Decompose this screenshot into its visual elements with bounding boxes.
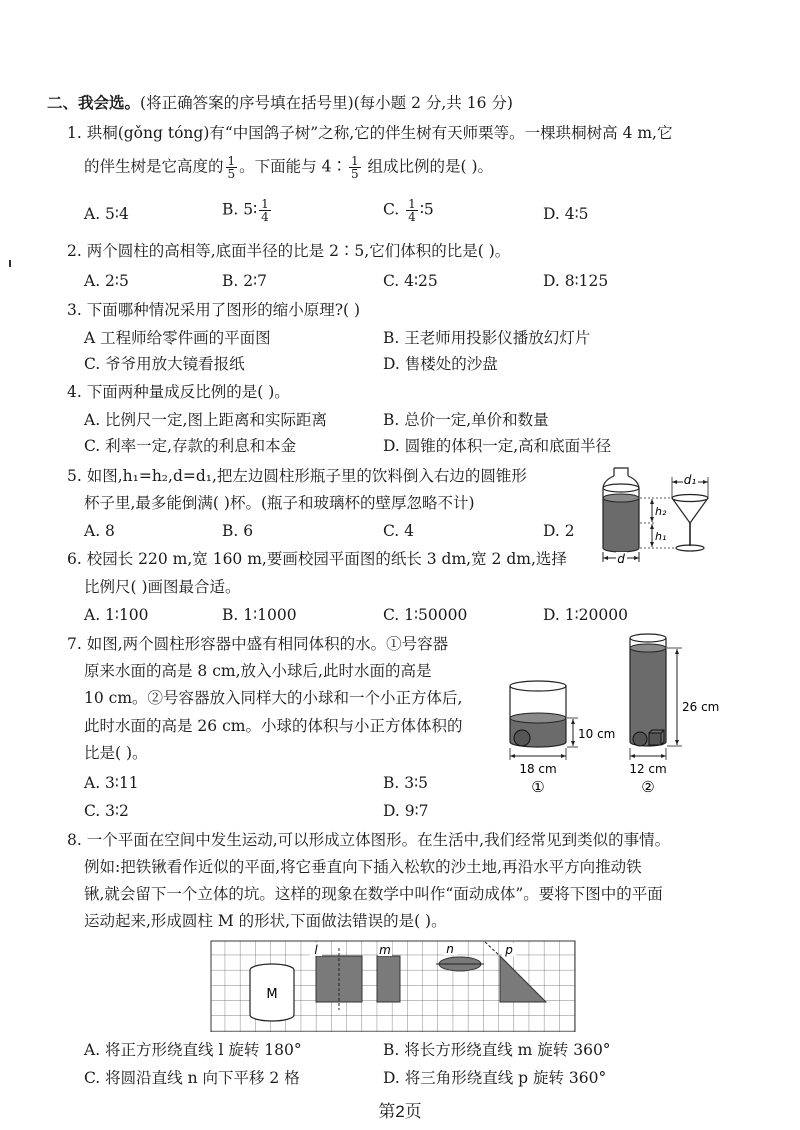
q1-option-a[interactable]: A. 5∶4 — [84, 205, 129, 223]
container1-ball — [514, 730, 530, 746]
q8-line1: 8. 一个平面在空间中发生运动,可以形成立体图形。在生活中,我们经常见到类似的事情。 — [67, 831, 671, 849]
d-arrow-left — [603, 556, 608, 560]
container2-cube — [649, 733, 661, 745]
rectangle-shape — [377, 956, 400, 1002]
q3-option-b[interactable]: B. 王老师用投影仪播放幻灯片 — [383, 329, 591, 347]
q7-line4: 此时水面的高是 26 cm。小球的体积与小正方体体积的 — [84, 717, 463, 735]
q4-option-c[interactable]: C. 利率一定,存款的利息和本金 — [84, 437, 297, 455]
c2-height-arrow-top — [675, 649, 679, 654]
q7-option-b[interactable]: B. 3∶5 — [383, 774, 429, 792]
q1-option-c-post: ∶5 — [419, 200, 434, 219]
q5-option-b[interactable]: B. 6 — [222, 522, 254, 540]
q2-option-b[interactable]: B. 2∶7 — [222, 272, 268, 290]
q1-option-b-frac — [259, 198, 271, 223]
q3-option-a[interactable]: A 工程师给零件画的平面图 — [84, 329, 271, 347]
q4-option-b[interactable]: B. 总价一定,单价和数量 — [383, 411, 549, 429]
h1-arrow-top — [650, 524, 654, 529]
q1-option-c-den: 4 — [408, 210, 416, 224]
q1-frac2-den: 5 — [350, 167, 359, 181]
container2-top — [630, 634, 666, 642]
q1-frac1 — [226, 155, 238, 180]
q6-option-c[interactable]: C. 1∶50000 — [383, 606, 468, 624]
q1-option-b-num: 1 — [261, 197, 269, 211]
container2-water — [630, 648, 666, 746]
q7-option-c[interactable]: C. 3∶2 — [84, 802, 129, 820]
c1-height-label: 10 cm — [578, 727, 616, 741]
q1-line2 — [84, 155, 493, 180]
q8-option-c[interactable]: C. 将圆沿直线 n 向下平移 2 格 — [84, 1069, 300, 1087]
q4-text: 4. 下面两种量成反比例的是( )。 — [67, 383, 290, 401]
h2-label: h₂ — [655, 505, 667, 518]
c2-number-label: ② — [641, 778, 655, 796]
q6-line2: 比例尺( )画图最合适。 — [84, 578, 241, 596]
liquid-surface — [603, 494, 639, 502]
line-n-label: n — [446, 942, 454, 956]
q1-option-b-den: 4 — [261, 210, 269, 224]
q1-frac2 — [349, 155, 361, 180]
q6-option-a[interactable]: A. 1∶100 — [84, 606, 149, 624]
q5-line1: 5. 如图,h₁=h₂,d=d₁,把左边圆柱形瓶子里的饮料倒入右边的圆锥形 — [67, 467, 527, 485]
q6-line1: 6. 校园长 220 m,宽 160 m,要画校园平面图的纸长 3 dm,宽 2 dm,选择 — [67, 550, 567, 568]
q8-line2: 例如:把铁锹看作近似的平面,将它垂直向下插入松软的沙土地,再沿水平方向推动铁 — [84, 858, 642, 876]
q5-line2: 杯子里,最多能倒满( )杯。(瓶子和玻璃杯的壁厚忽略不计) — [84, 494, 475, 512]
bottle-shoulder — [603, 476, 639, 488]
container1-top — [510, 681, 566, 691]
container2-water-surface — [630, 644, 666, 652]
c1-width-label: 18 cm — [519, 762, 557, 776]
c1-number-label: ① — [531, 778, 545, 796]
d-label: d — [617, 552, 625, 566]
q3-option-d[interactable]: D. 售楼处的沙盘 — [383, 355, 498, 373]
q7-line1: 7. 如图,两个圆柱形容器中盛有相同体积的水。①号容器 — [67, 635, 449, 653]
line-l-label: l — [314, 943, 318, 957]
q1-option-c[interactable] — [383, 198, 434, 223]
h2-arrow-top — [650, 499, 654, 504]
c2-height-label: 26 cm — [682, 700, 720, 714]
q1-option-c-num: 1 — [408, 197, 416, 211]
q7-line3: 10 cm。②号容器放入同样大的小球和一个小正方体后, — [84, 689, 463, 707]
q8-option-d[interactable]: D. 将三角形绕直线 p 旋转 360° — [383, 1069, 607, 1087]
q3-text: 3. 下面哪种情况采用了图形的缩小原理?( ) — [67, 301, 361, 319]
q1-option-c-frac — [406, 198, 418, 223]
bottle-cap — [614, 468, 628, 476]
q5-option-c[interactable]: C. 4 — [383, 522, 415, 540]
line-m-label: m — [379, 943, 391, 957]
q8-line3: 锹,就会留下一个立体的坑。这样的现象在数学中叫作“面动成体”。要将下图中的平面 — [84, 885, 663, 903]
bottle-top-ellipse — [603, 484, 639, 492]
c1-width-arrow-left — [510, 754, 515, 758]
q8-line4: 运动起来,形成圆柱 M 的形状,下面做法错误的是( )。 — [84, 912, 447, 930]
q7-line2: 原来水面的高是 8 cm,放入小球后,此时水面的高是 — [84, 662, 432, 680]
q1-line2-post: 组成比例的是( )。 — [362, 157, 494, 176]
q7-line5: 比是( )。 — [84, 744, 148, 762]
d1-arrow-right — [703, 480, 708, 484]
container2-ball — [633, 732, 647, 746]
section-header — [47, 93, 513, 113]
c2-width-arrow-left — [630, 754, 635, 758]
q4-option-a[interactable]: A. 比例尺一定,图上距离和实际距离 — [84, 411, 327, 429]
bottle-liquid — [603, 498, 639, 552]
h1-label: h₁ — [655, 530, 667, 543]
q1-option-b[interactable] — [222, 198, 273, 223]
q1-line2-pre: 的伴生树是它高度的 — [84, 157, 224, 176]
q2-option-a[interactable]: A. 2∶5 — [84, 272, 129, 290]
c2-width-label: 12 cm — [629, 762, 667, 776]
d1-label: d₁ — [683, 473, 697, 487]
q1-option-d[interactable]: D. 4∶5 — [543, 205, 589, 223]
section-note: (将正确答案的序号填在括号里)(每小题 2 分,共 16 分) — [140, 94, 513, 112]
c1-height-arrow-bottom — [571, 741, 575, 746]
c2-width-arrow-right — [661, 754, 666, 758]
d1-arrow-left — [672, 480, 677, 484]
q4-option-d[interactable]: D. 圆锥的体积一定,高和底面半径 — [383, 437, 612, 455]
q8-option-a[interactable]: A. 将正方形绕直线 l 旋转 180° — [84, 1041, 302, 1059]
h1-arrow-bottom — [650, 542, 654, 547]
section-title: 二、我会选。 — [47, 93, 141, 112]
q7-option-d[interactable]: D. 9∶7 — [383, 802, 429, 820]
q2-text: 2. 两个圆柱的高相等,底面半径的比是 2∶5,它们体积的比是( )。 — [67, 242, 511, 260]
q8-option-b[interactable]: B. 将长方形绕直线 m 旋转 360° — [383, 1041, 611, 1059]
c2-height-arrow-bottom — [675, 740, 679, 745]
q8-grid-figure — [210, 940, 582, 1032]
c1-height-arrow-top — [571, 719, 575, 724]
q1-frac1-den: 5 — [227, 167, 236, 181]
q6-option-d[interactable]: D. 1∶20000 — [543, 606, 628, 624]
q6-option-b[interactable]: B. 1∶1000 — [222, 606, 297, 624]
c1-width-arrow-right — [561, 754, 566, 758]
q1-frac1-num: 1 — [227, 154, 236, 168]
q1-option-c-pre: C. — [383, 200, 405, 219]
d-arrow-right — [634, 556, 639, 560]
cylinder-m-label: M — [266, 987, 278, 1002]
q5-figure — [596, 462, 721, 574]
q1-line1: 1. 珙桐(gǒng tóng)有“中国鸽子树”之称,它的伴生树有天师栗等。一棵珙桐树高 4 m,它 — [67, 124, 673, 142]
container1-water-surface — [510, 713, 566, 723]
cone-rim — [672, 495, 708, 502]
q7-figure — [500, 632, 740, 808]
scan-mark — [9, 260, 11, 267]
q1-option-b-pre: B. 5∶ — [222, 200, 258, 219]
q7-option-a[interactable]: A. 3∶11 — [84, 774, 139, 792]
q2-option-c[interactable]: C. 4∶25 — [383, 272, 438, 290]
q1-frac2-num: 1 — [350, 154, 359, 168]
q5-option-d[interactable]: D. 2 — [543, 522, 575, 540]
q1-line2-mid: 。下面能与 4∶ — [239, 157, 347, 176]
q2-option-d[interactable]: D. 8∶125 — [543, 272, 609, 290]
q5-option-a[interactable]: A. 8 — [84, 522, 115, 540]
line-p-label: p — [505, 943, 513, 957]
h2-arrow-bottom — [650, 517, 654, 522]
q3-option-c[interactable]: C. 爷爷用放大镜看报纸 — [84, 355, 245, 373]
page-number: 第2页 — [378, 1102, 422, 1121]
